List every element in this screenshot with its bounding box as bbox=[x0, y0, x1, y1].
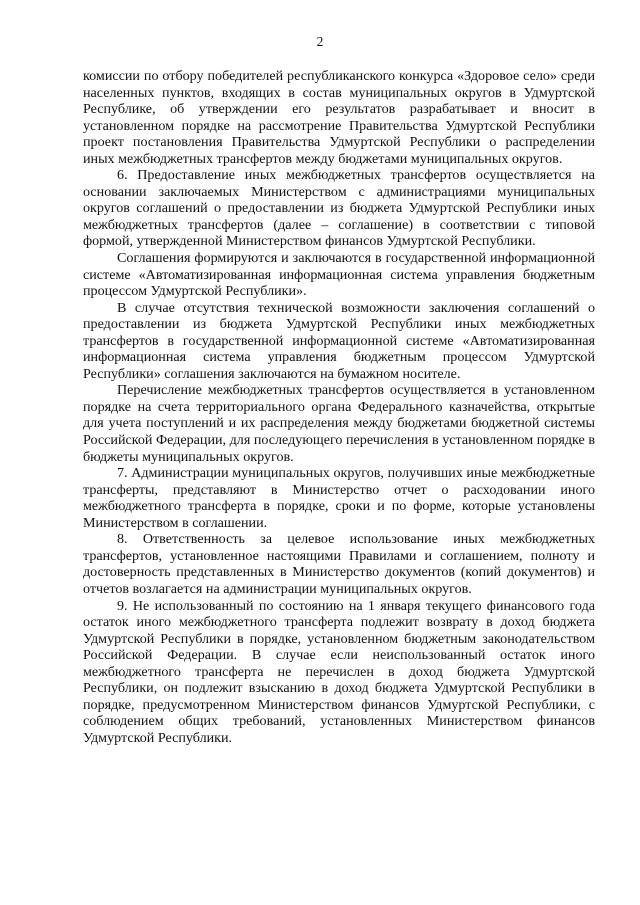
paragraph-item-8: 8. Ответственность за целевое использование иных межбюджетных трансфертов, установленное настоящими Правилами и соглашением, полноту и достоверность представленных в Министерство документов (копий документов) и отчетов возлагается на администрации муниципальных округов. bbox=[83, 531, 595, 597]
document-body bbox=[83, 68, 595, 746]
paragraph-paper-agreements: В случае отсутствия технической возможности заключения соглашений о предоставлении из бюджета Удмуртской Республики иных межбюджетных трансфертов в государственной информационной системе «Автоматизированная информационная система управления бюджетным процессом Удмуртской Республики» соглашения заключаются на бумажном носителе. bbox=[83, 299, 595, 382]
paragraph-continuation: комиссии по отбору победителей республиканского конкурса «Здоровое село» среди населенных пунктов, входящих в состав муниципальных округов в Удмуртской Республике, об утверждении его результатов разрабатывает и вносит в установленном порядке на рассмотрение Правительства Удмуртской Республики проект постановления Правительства Удмуртской Республики о распределении иных межбюджетных трансфертов между бюджетами муниципальных округов. bbox=[83, 68, 595, 167]
page-number: 2 bbox=[316, 34, 324, 49]
paragraph-transfer-treasury: Перечисление межбюджетных трансфертов осуществляется в установленном порядке на счета территориального органа Федерального казначейства, открытые для учета поступлений и их распределения между бюджетами бюджетной системы Российской Федерации, для последующего перечисления в установленном порядке в бюджеты муниципальных округов. bbox=[83, 382, 595, 465]
paragraph-item-6: 6. Предоставление иных межбюджетных трансфертов осуществляется на основании заключаемых Министерством с администрациями муниципальных округов соглашений о предоставлении из бюджета Удмуртской Республики иных межбюджетных трансфертов (далее – соглашение) в соответствии с типовой формой, утвержденной Министерством финансов Удмуртской Республики. bbox=[83, 167, 595, 250]
paragraph-agreements-system: Соглашения формируются и заключаются в государственной информационной системе «Автоматизированная информационная система управления бюджетным процессом Удмуртской Республики». bbox=[83, 250, 595, 300]
paragraph-item-7: 7. Администрации муниципальных округов, получивших иные межбюджетные трансферты, представляют в Министерство отчет о расходовании иного межбюджетного трансферта в порядке, сроки и по форме, которые установлены Министерством в соглашении. bbox=[83, 465, 595, 531]
paragraph-item-9: 9. Не использованный по состоянию на 1 января текущего финансового года остаток иного межбюджетного трансферта подлежит возврату в доход бюджета Удмуртской Республики в порядке, установленном бюджетным законодательством Российской Федерации. В случае если неиспользованный остаток иного межбюджетного трансферта не перечислен в доход бюджета Удмуртской Республики, он подлежит взысканию в доход бюджета Удмуртской Республики в порядке, предусмотренном Министерством финансов Удмуртской Республики, с соблюдением общих требований, установленных Министерством финансов Удмуртской Республики. bbox=[83, 597, 595, 746]
